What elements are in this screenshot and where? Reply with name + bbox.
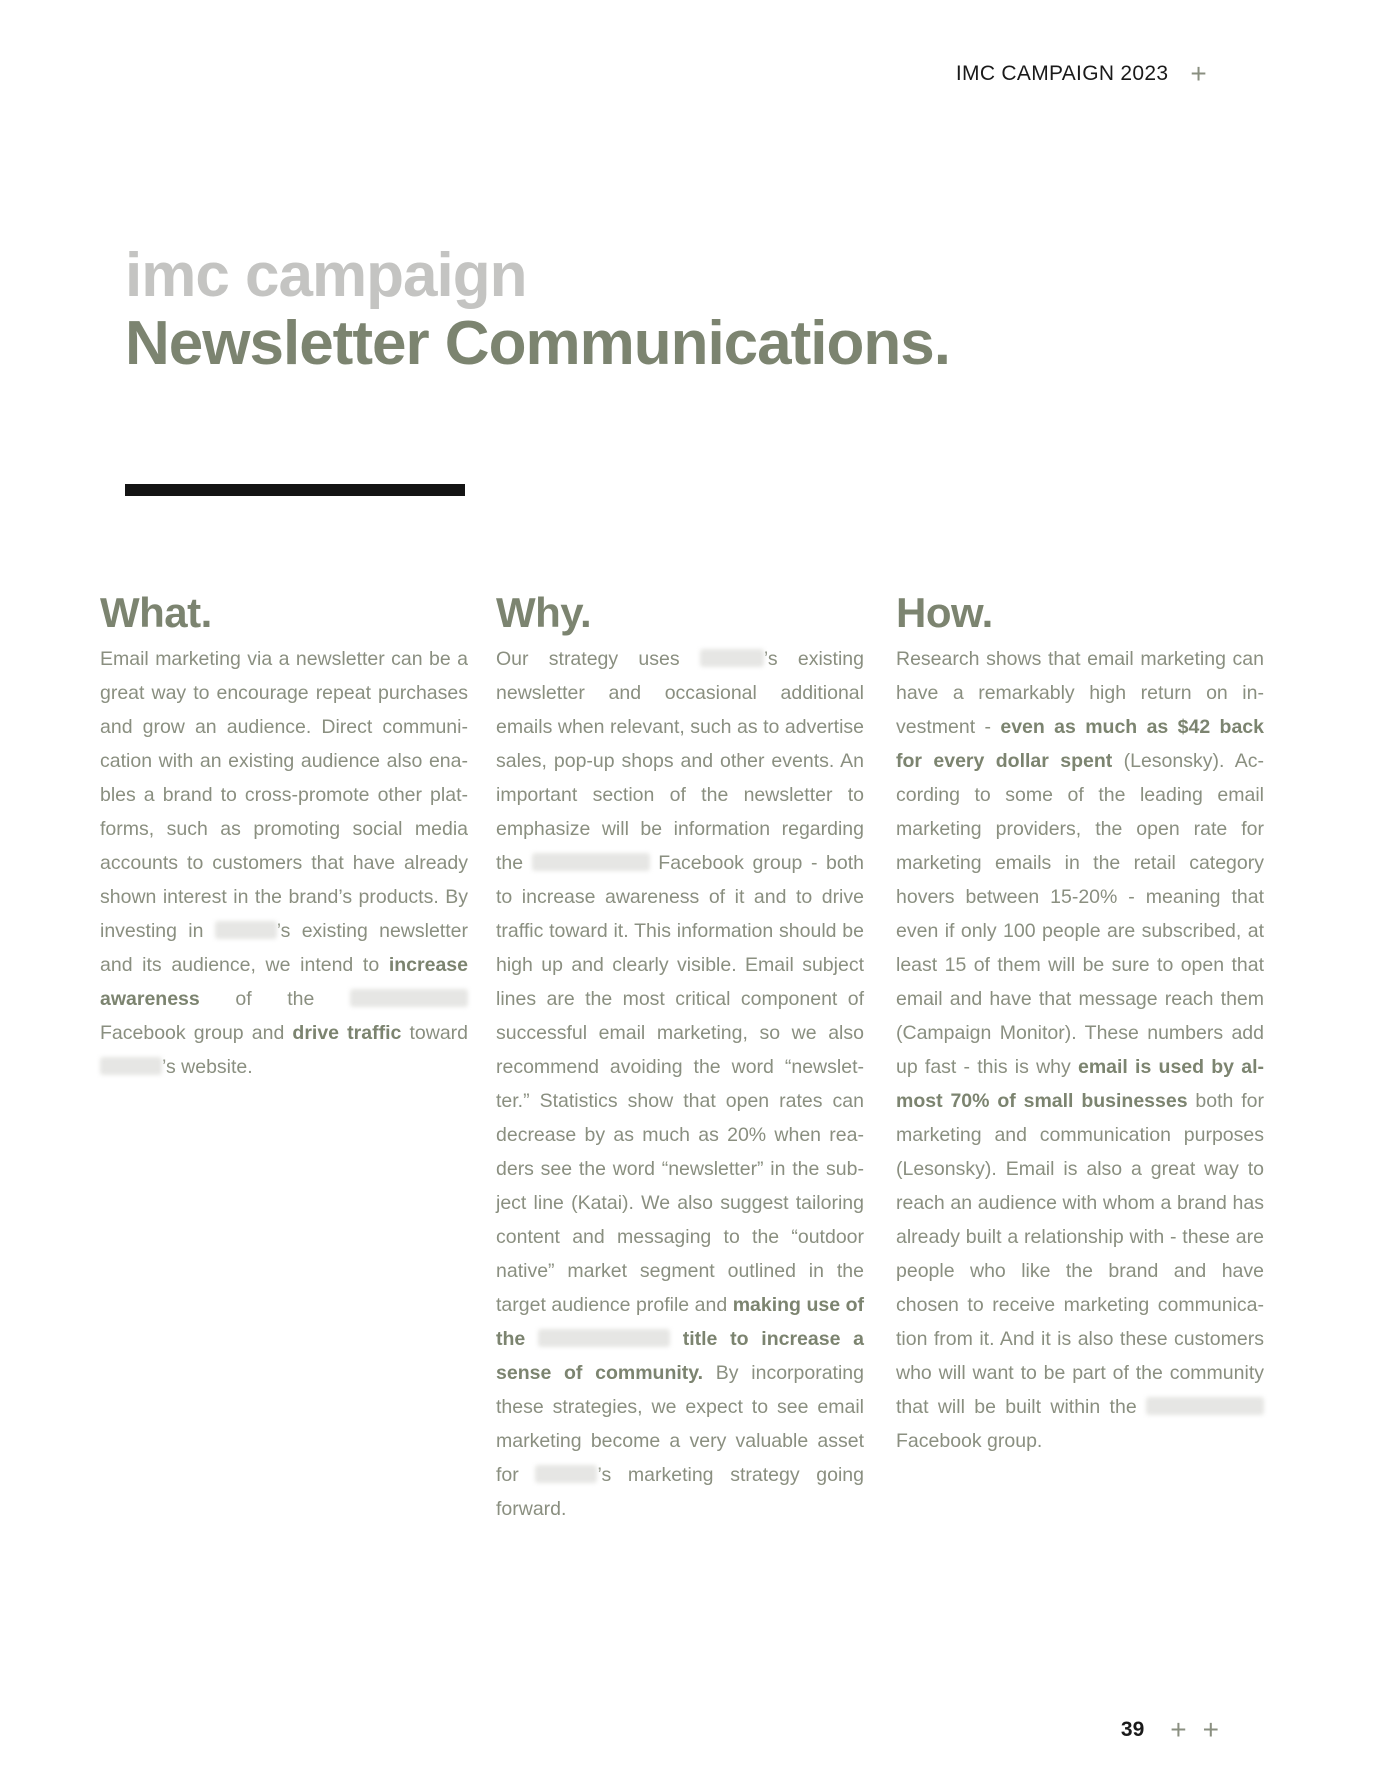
page-title: Newsletter Communications. (125, 309, 950, 378)
what-heading: What. (100, 589, 212, 636)
page-number: 39 (1120, 1718, 1145, 1741)
redacted-brand (1146, 1397, 1264, 1415)
what-body: Email marketing via a newsletter can be a great way to encourage repeat purchases and grow an audience. Direct communication with an existing audience also enables a brand to cross-promote other platforms, such as promoting social media accounts to customers that have already shown interest in the brand’s products. By investing in ’s existing newsletter and its audience, we intend to increase awareness of the Facebook group and drive traffic toward ’s website. (100, 648, 468, 1078)
why-body: Our strategy uses ’s existing newsletter and occasional additional emails when relevant, such as to advertise sales, pop-up shops and other events. An important section of the newsletter to emphasize will be information regarding the Facebook group - both to increase awareness of it and to drive traffic toward it. This information should be high up and clearly visible. Email subject lines are the most critical component of successful email marketing, so we also recommend avoiding the word “newsletter.” Statistics show that open rates can decrease by as much as 20% when readers see the word “newsletter” in the subject line (Katai). We also suggest tailoring content and messaging to the “outdoor native” market segment outlined in the target audience profile and making use of the title to increase a sense of community. By incorporating these strategies, we expect to see email marketing become a very valuable asset for ’s marketing strategy going forward. (496, 648, 865, 1520)
page-kicker: imc campaign (125, 241, 527, 310)
how-body: Research shows that email marketing can have a remarkably high return on investment - even as much as $42 back for every dollar spent (Lesonsky). According to some of the leading email marketing providers, the open rate for marketing emails in the retail category hovers between 15-20% - meaning that even if only 100 people are subscribed, at least 15 of them will be sure to open that email and have that message reach them (Campaign Monitor). These numbers add up fast - this is why email is used by almost 70% of small businesses both for marketing and communication purposes (Lesonsky). Email is also a great way to reach an audience with whom a brand has already built a relationship with - these are people who like the brand and have chosen to receive marketing communication from it. And it is also these customers who will want to be part of the community that will be built within the Facebook group. (896, 648, 1264, 1452)
redacted-brand (350, 989, 468, 1007)
header-text: IMC CAMPAIGN 2023 (955, 62, 1169, 85)
redacted-brand (538, 1329, 670, 1347)
redacted-brand (700, 649, 764, 667)
plus-icon: + (1202, 1714, 1219, 1745)
title-divider (125, 484, 465, 496)
column-what (100, 588, 468, 1084)
column-how (896, 588, 1264, 1458)
plus-icon: + (1170, 1714, 1187, 1745)
redacted-brand (535, 1465, 597, 1483)
running-header (956, 60, 1207, 88)
why-heading: Why. (496, 589, 592, 636)
redacted-brand (100, 1057, 162, 1075)
redacted-brand (532, 853, 650, 871)
page-footer (1121, 1716, 1219, 1744)
plus-icon: + (1190, 58, 1207, 89)
column-why (496, 588, 864, 1526)
redacted-brand (215, 921, 277, 939)
how-heading: How. (896, 589, 993, 636)
